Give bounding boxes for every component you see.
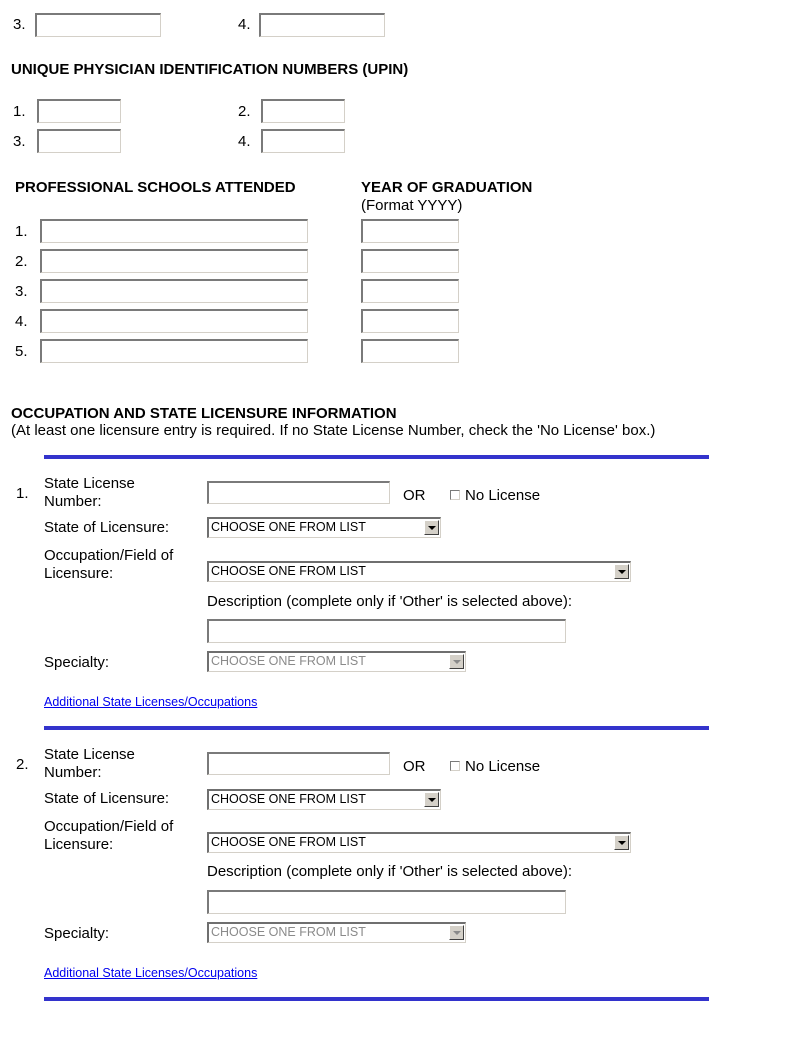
entry-number: 1. — [16, 485, 29, 502]
prior-item-label-3: 3. — [13, 16, 26, 33]
or-text: OR — [403, 758, 426, 775]
specialty-select[interactable] — [207, 651, 466, 672]
school-label-2: 2. — [15, 253, 28, 270]
school-label-4: 4. — [15, 313, 28, 330]
state-label: State of Licensure: — [44, 519, 170, 536]
occupation-select-value: CHOOSE ONE FROM LIST — [211, 835, 366, 849]
chevron-down-icon[interactable] — [424, 520, 439, 535]
chevron-down-icon[interactable] — [614, 564, 629, 579]
school-input-1[interactable] — [40, 219, 308, 243]
state-select-value: CHOOSE ONE FROM LIST — [211, 520, 366, 534]
additional-licenses-link[interactable]: Additional State Licenses/Occupations — [44, 966, 258, 980]
no-license-checkbox[interactable] — [450, 490, 460, 500]
prior-item-label-4: 4. — [238, 16, 251, 33]
schools-title: PROFESSIONAL SCHOOLS ATTENDED — [15, 179, 296, 196]
specialty-label: Specialty: — [44, 654, 110, 671]
occupation-select[interactable] — [207, 832, 631, 853]
specialty-select[interactable] — [207, 922, 466, 943]
entry-number: 2. — [16, 756, 29, 773]
license-number-label-2: Number: — [44, 764, 102, 781]
state-select-value: CHOOSE ONE FROM LIST — [211, 792, 366, 806]
or-text: OR — [403, 487, 426, 504]
divider — [44, 455, 709, 459]
description-input[interactable] — [207, 619, 566, 643]
license-number-label: State License — [44, 746, 135, 763]
occupation-label-2: Licensure: — [44, 565, 114, 582]
upin-label-2: 2. — [238, 103, 251, 120]
upin-input-1[interactable] — [37, 99, 121, 123]
upin-label-4: 4. — [238, 133, 251, 150]
school-input-5[interactable] — [40, 339, 308, 363]
school-input-4[interactable] — [40, 309, 308, 333]
year-input-5[interactable] — [361, 339, 459, 363]
license-number-label-2: Number: — [44, 493, 102, 510]
no-license-label[interactable]: No License — [465, 758, 541, 775]
state-label: State of Licensure: — [44, 790, 170, 807]
school-input-3[interactable] — [40, 279, 308, 303]
year-input-3[interactable] — [361, 279, 459, 303]
school-label-3: 3. — [15, 283, 28, 300]
upin-title: UNIQUE PHYSICIAN IDENTIFICATION NUMBERS (UPIN) — [11, 61, 409, 78]
state-select[interactable] — [207, 517, 441, 538]
occupation-select[interactable] — [207, 561, 631, 582]
year-input-2[interactable] — [361, 249, 459, 273]
license-number-input[interactable] — [207, 752, 390, 775]
specialty-select-value: CHOOSE ONE FROM LIST — [211, 925, 366, 939]
description-label: Description (complete only if 'Other' is selected above): — [207, 863, 573, 880]
description-input[interactable] — [207, 890, 566, 914]
chevron-down-icon[interactable] — [449, 925, 464, 940]
upin-label-3: 3. — [13, 133, 26, 150]
description-label: Description (complete only if 'Other' is selected above): — [207, 593, 573, 610]
upin-input-3[interactable] — [37, 129, 121, 153]
divider — [44, 997, 709, 1001]
additional-licenses-link[interactable]: Additional State Licenses/Occupations — [44, 695, 258, 709]
school-label-5: 5. — [15, 343, 28, 360]
chevron-down-icon[interactable] — [424, 792, 439, 807]
school-label-1: 1. — [15, 223, 28, 240]
year-format-hint: (Format YYYY) — [361, 197, 463, 214]
license-number-input[interactable] — [207, 481, 390, 504]
prior-input-3[interactable] — [35, 13, 161, 37]
year-input-1[interactable] — [361, 219, 459, 243]
occupation-label-2: Licensure: — [44, 836, 114, 853]
no-license-checkbox[interactable] — [450, 761, 460, 771]
specialty-select-value: CHOOSE ONE FROM LIST — [211, 654, 366, 668]
licensure-subtitle: (At least one licensure entry is required. If no State License Number, check the 'No License' box.) — [11, 422, 656, 439]
upin-input-4[interactable] — [261, 129, 345, 153]
specialty-label: Specialty: — [44, 925, 110, 942]
year-title: YEAR OF GRADUATION — [361, 179, 533, 196]
occupation-select-value: CHOOSE ONE FROM LIST — [211, 564, 366, 578]
state-select[interactable] — [207, 789, 441, 810]
divider — [44, 726, 709, 730]
prior-input-4[interactable] — [259, 13, 385, 37]
occupation-label: Occupation/Field of — [44, 818, 174, 835]
license-number-label: State License — [44, 475, 135, 492]
school-input-2[interactable] — [40, 249, 308, 273]
upin-label-1: 1. — [13, 103, 26, 120]
upin-input-2[interactable] — [261, 99, 345, 123]
year-input-4[interactable] — [361, 309, 459, 333]
occupation-label: Occupation/Field of — [44, 547, 174, 564]
no-license-label[interactable]: No License — [465, 487, 541, 504]
chevron-down-icon[interactable] — [614, 835, 629, 850]
licensure-title: OCCUPATION AND STATE LICENSURE INFORMATION — [11, 405, 397, 422]
chevron-down-icon[interactable] — [449, 654, 464, 669]
